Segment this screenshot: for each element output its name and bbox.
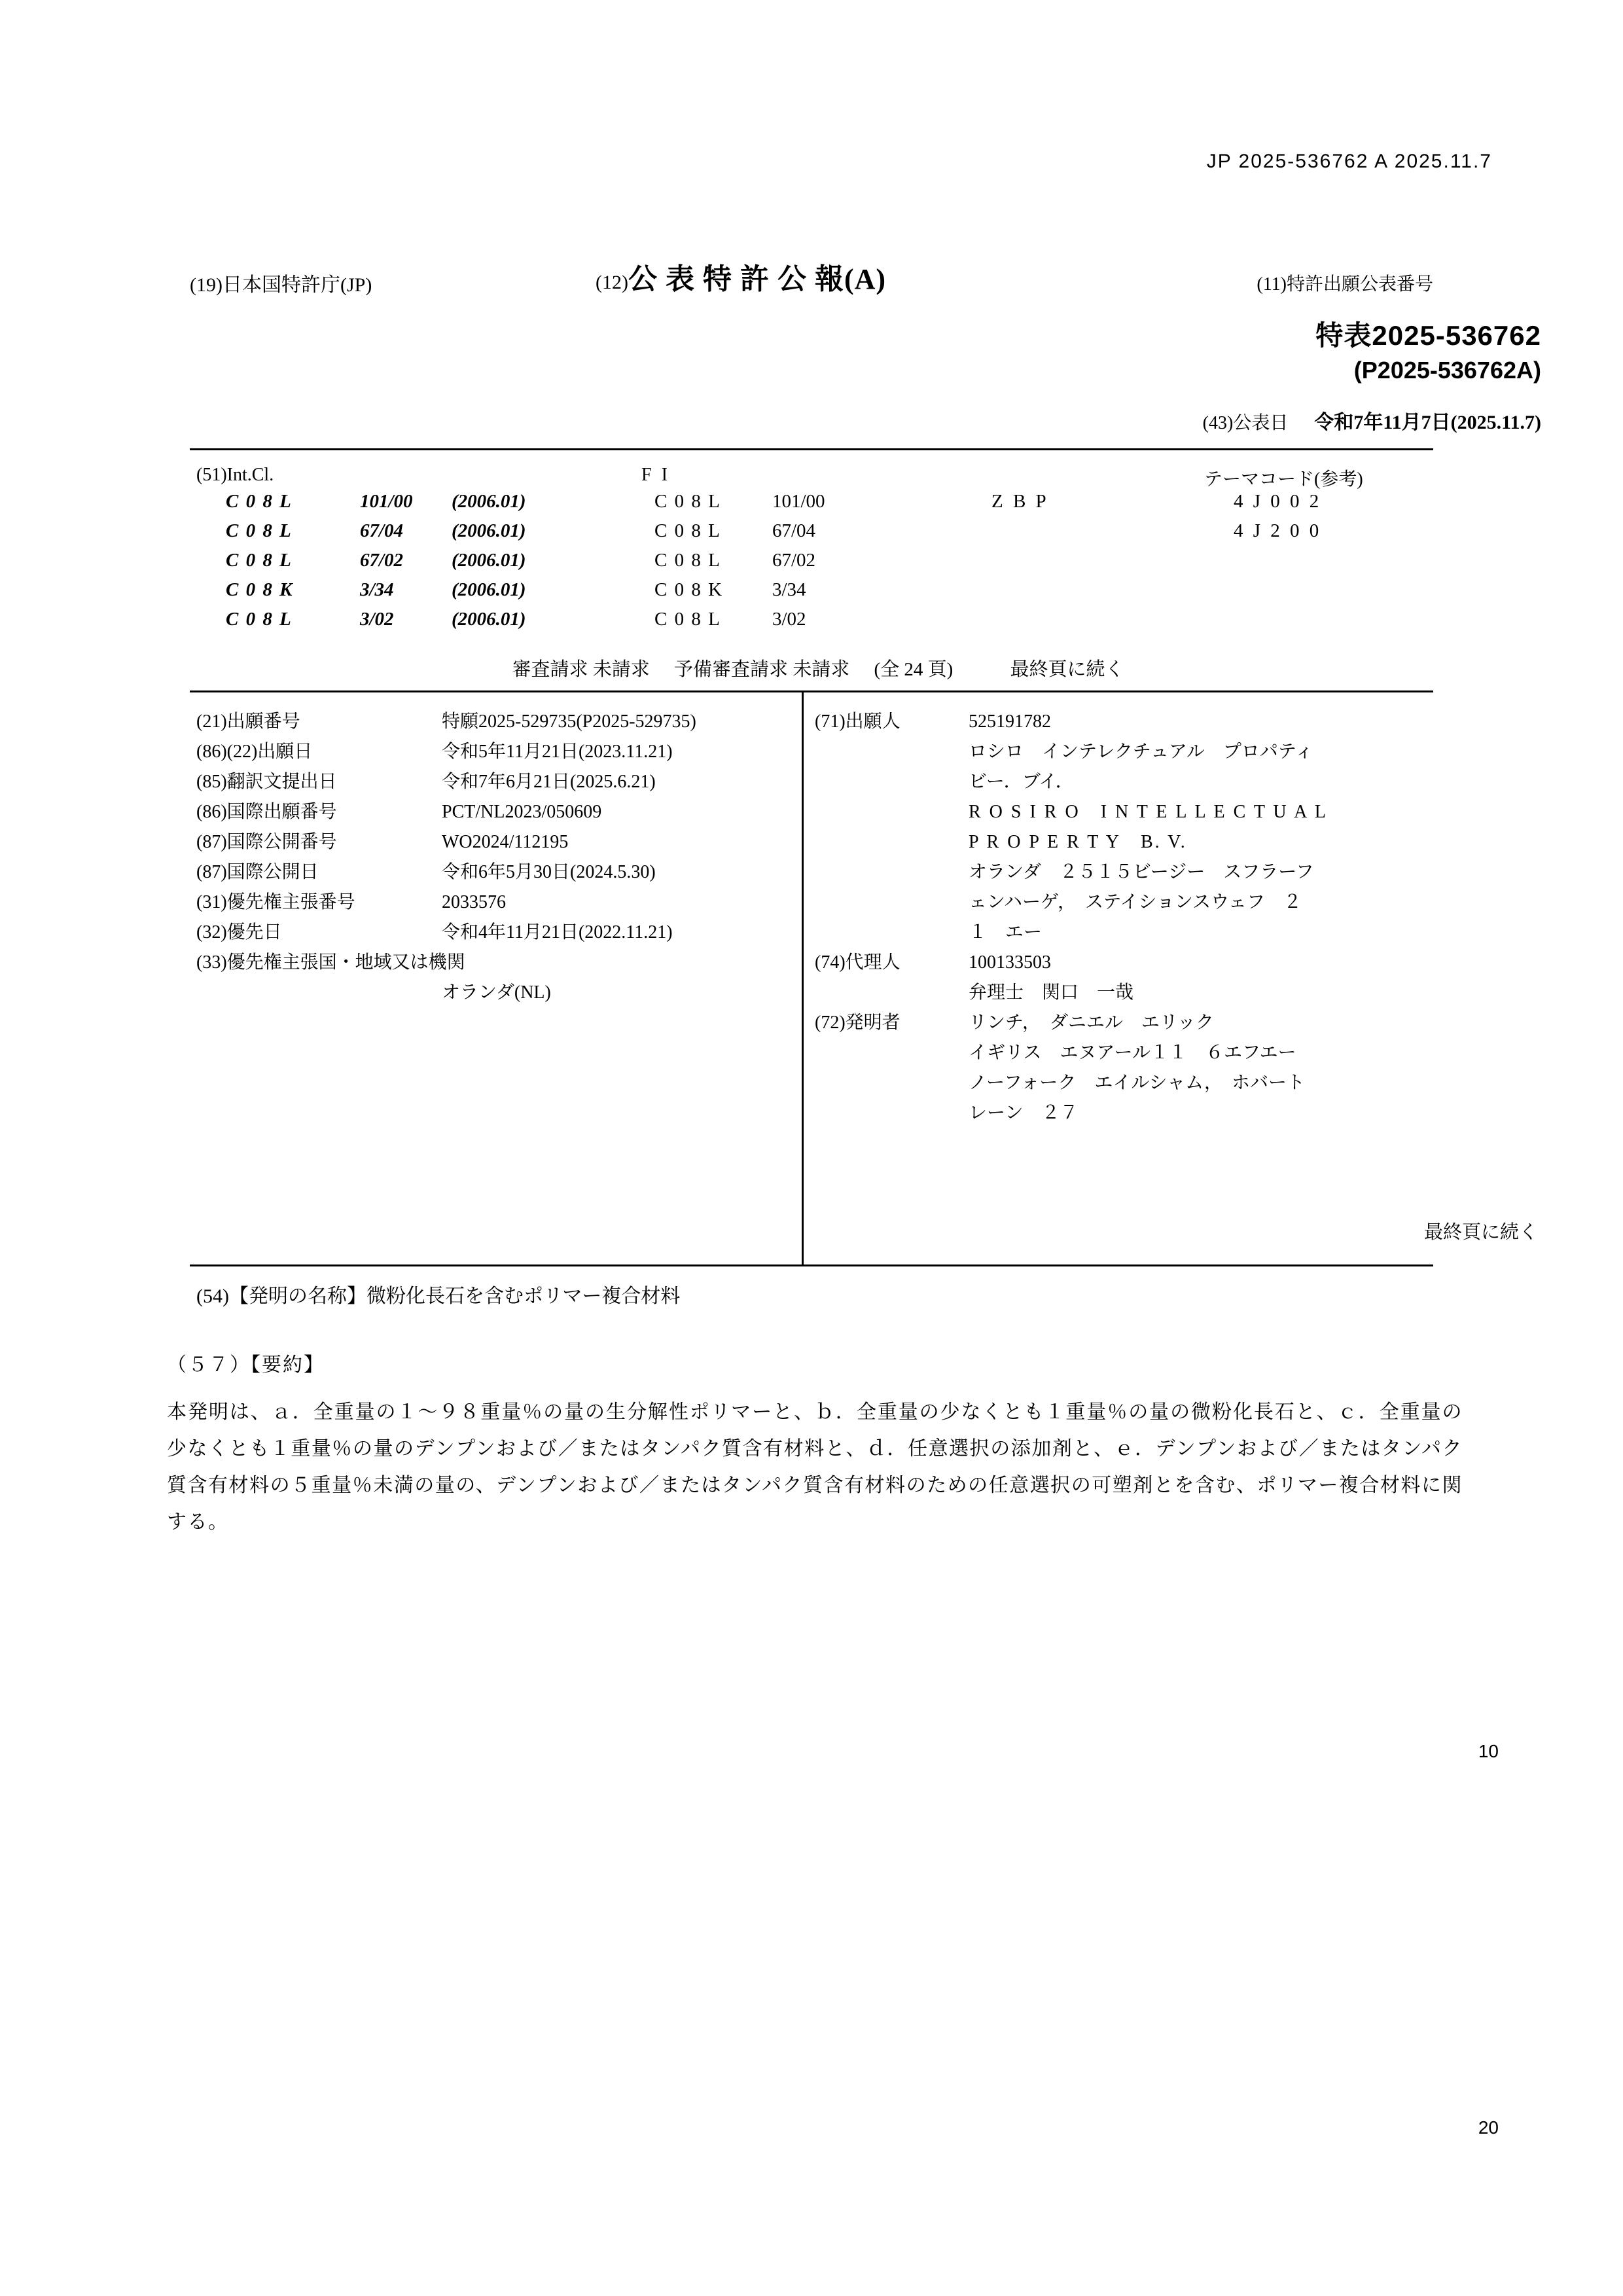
prelim-request: 予備審査請求 未請求 (673, 659, 850, 680)
doc-kind-text: 公 表 特 許 公 報 (628, 263, 844, 295)
ipc-group: 3/02 (360, 609, 394, 630)
biblio-row (196, 888, 805, 918)
biblio-right-column (815, 707, 1436, 1128)
inventor-line: イギリス エヌアール１１ ６エフエー (969, 1043, 1296, 1063)
biblio-value: 2033576 (442, 892, 506, 912)
page-number-second: 20 (1478, 2117, 1499, 2138)
publication-number: 特表2025-536762 (1315, 320, 1541, 351)
biblio-label: (33)優先権主張国・地域又は機関 (196, 952, 465, 973)
biblio-label: (87)国際公開日 (196, 862, 319, 882)
publication-number-alt: (P2025-536762A) (1353, 357, 1541, 384)
ipc-class: C 0 8 L (226, 609, 293, 630)
biblio-row (196, 857, 805, 888)
fi-class: C 0 8 L (654, 550, 721, 571)
applicant-number: 525191782 (969, 711, 1051, 732)
agent-line: 弁理士 関口 一哉 (969, 982, 1134, 1003)
biblio-label: (86)(22)出願日 (196, 742, 313, 762)
publication-date (1203, 406, 1541, 435)
fi-group: 67/02 (772, 550, 816, 571)
title-row (190, 255, 1433, 308)
document-reference-header: JP 2025-536762 A 2025.11.7 (1206, 151, 1492, 172)
doc-kind-suffix: (A) (844, 263, 887, 295)
total-pages: (全 24 頁) (874, 659, 954, 680)
invention-title-row (196, 1280, 680, 1308)
ipc-class: C 0 8 L (226, 491, 293, 512)
ipc-class: C 0 8 K (226, 579, 294, 600)
ipc-row (196, 491, 1440, 520)
publication-date-label: (43)公表日 (1202, 413, 1289, 433)
invention-title-text: 微粉化長石を含むポリマー複合材料 (366, 1285, 681, 1307)
biblio-row (196, 918, 805, 948)
ipc-group: 3/34 (360, 579, 394, 600)
ipc-version: (2006.01) (452, 609, 526, 630)
fi-group: 101/00 (772, 491, 825, 512)
examination-request-line (196, 655, 1440, 681)
fi-group: 3/02 (772, 609, 806, 630)
biblio-value: オランダ(NL) (442, 982, 551, 1003)
applicant-line: ビー．ブイ． (969, 772, 1074, 792)
publication-date-value: 令和7年11月7日(2025.11.7) (1314, 412, 1541, 433)
ipc-group: 67/04 (360, 520, 404, 541)
ipc-version: (2006.01) (452, 550, 526, 571)
divider-biblio-top (190, 691, 1433, 692)
issuing-office: (19)日本国特許庁(JP) (190, 274, 372, 296)
applicant-row (815, 707, 1436, 737)
biblio-row (196, 767, 805, 797)
divider-biblio-bottom (190, 1265, 1433, 1266)
biblio-value: 特願2025-529735(P2025-529735) (442, 711, 696, 732)
abstract-text: 本発明は、ａ．全重量の１～９８重量％の量の生分解性ポリマーと、ｂ．全重量の少なくとも１重量％の量の微粉化長石と、ｃ．全重量の少なくとも１重量％の量のデンプンおよび／またはタンパク質含有材料と、ｄ．任意選択の添加剤と、ｅ．デンプンおよび／またはタンパク質含有材料の５重量％未満の量の、デンプンおよび／またはタンパク質含有材料のための任意選択の可塑剤とを含む、ポリマー複合材料に関する。 (167, 1401, 1463, 1533)
inventor-row (815, 1008, 1436, 1038)
ipc-row (196, 520, 1440, 550)
inventor-name: リンチ， ダニエル エリック (969, 1013, 1214, 1033)
ipc-header-row (196, 465, 1440, 491)
biblio-value: 令和5年11月21日(2023.11.21) (442, 742, 673, 762)
biblio-label: (21)出願番号 (196, 711, 300, 732)
biblio-row (196, 797, 805, 827)
applicant-line: ロシロ インテレクチュアル プロパティ (969, 742, 1313, 762)
applicant-line: P R O P E R T Y B. V. (969, 832, 1187, 852)
ipc-version: (2006.01) (452, 491, 526, 512)
fi-class: C 0 8 K (654, 579, 724, 600)
ipc-version: (2006.01) (452, 579, 526, 600)
abstract-label: （５７）【要約】 (167, 1354, 325, 1376)
ipc-version: (2006.01) (452, 520, 526, 541)
applicant-label: (71)出願人 (815, 711, 901, 732)
theme-code: 4 J 0 0 2 (1234, 491, 1322, 512)
biblio-row (196, 737, 805, 767)
fi-group: 3/34 (772, 579, 806, 600)
fi-class: C 0 8 L (654, 491, 721, 512)
applicant-line: オランダ ２５１５ビージー スフラーフ (969, 862, 1314, 882)
biblio-label: (85)翻訳文提出日 (196, 772, 337, 792)
int-cl-label: (51)Int.Cl. (196, 465, 274, 485)
biblio-row (196, 948, 805, 978)
ipc-row (196, 579, 1440, 609)
page-title (596, 255, 886, 297)
biblio-row (196, 978, 805, 1008)
inventor-line: レーン ２７ (969, 1103, 1079, 1123)
biblio-label: (31)優先権主張番号 (196, 892, 355, 912)
theme-code: 4 J 2 0 0 (1234, 520, 1322, 541)
applicant-line: ェンハーゲ， ステイションスウェフ ２ (969, 892, 1302, 912)
agent-label: (74)代理人 (815, 952, 901, 973)
agent-number: 100133503 (969, 952, 1051, 973)
inventor-label: (72)発明者 (815, 1013, 901, 1033)
biblio-value: 令和4年11月21日(2022.11.21) (442, 922, 673, 942)
fi-class: C 0 8 L (654, 520, 721, 541)
biblio-label: (32)優先日 (196, 922, 282, 942)
ipc-row (196, 550, 1440, 579)
fi-extra: Z B P (991, 491, 1049, 512)
biblio-row (196, 827, 805, 857)
biblio-value: PCT/NL2023/050609 (442, 802, 602, 822)
ipc-group: 67/02 (360, 550, 404, 571)
applicant-line: R O S I R O I N T E L L E C T U A L (969, 802, 1328, 822)
ipc-class: C 0 8 L (226, 520, 293, 541)
biblio-value: 令和6年5月30日(2024.5.30) (442, 862, 656, 882)
invention-title-label: (54)【発明の名称】 (196, 1285, 366, 1307)
page-number-first: 10 (1478, 1741, 1499, 1761)
fi-class: C 0 8 L (654, 609, 721, 630)
biblio-left-column (196, 707, 805, 1008)
exam-request: 審査請求 未請求 (512, 659, 650, 680)
doc-kind-prefix: (12) (596, 272, 628, 293)
theme-code-label: テーマコード(参考) (1204, 469, 1363, 490)
ipc-class: C 0 8 L (226, 550, 293, 571)
biblio-value: 令和7年6月21日(2025.6.21) (442, 772, 656, 792)
ipc-row (196, 609, 1440, 638)
ipc-classification-block (196, 465, 1440, 638)
biblio-continued-note: 最終頁に続く (1423, 1222, 1538, 1243)
publication-number-label: (11)特許出願公表番号 (1257, 274, 1433, 295)
divider-top (190, 448, 1433, 450)
biblio-label: (86)国際出願番号 (196, 802, 337, 822)
applicant-line: １ エー (969, 922, 1043, 942)
ipc-group: 101/00 (360, 491, 413, 512)
inventor-line: ノーフォーク エイルシャム， ホバート (969, 1073, 1305, 1093)
biblio-value: WO2024/112195 (442, 832, 569, 852)
biblio-label: (87)国際公開番号 (196, 832, 337, 852)
agent-row (815, 948, 1436, 978)
fi-group: 67/04 (772, 520, 816, 541)
fi-label: F I (641, 465, 670, 485)
biblio-row (196, 707, 805, 737)
continued-note: 最終頁に続く (1010, 659, 1124, 680)
